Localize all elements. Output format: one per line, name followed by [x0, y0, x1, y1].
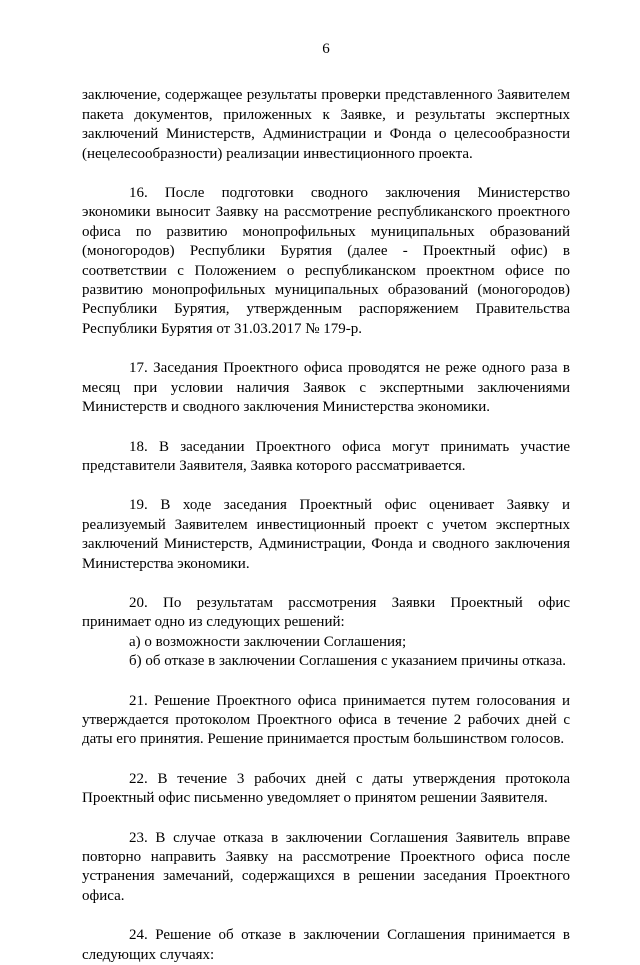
- list-item-b: б) об отказе в заключении Соглашения с указанием причины отказа.: [129, 653, 567, 670]
- list-item-a: а) о возможности заключении Соглашения;: [129, 633, 407, 650]
- paragraph-23: 23. В случае отказа в заключении Соглашения Заявитель вправе повторно направить Заявку на рассмотрение Проектного офиса после устранения замечаний, содержащихся в решении заседания Проектного офиса.: [82, 829, 570, 904]
- paragraph-21: 21. Решение Проектного офиса принимается путем голосования и утверждается протоколом Проектного офиса в течение 2 рабочих дней с даты его принятия. Решение принимается простым большинством голосов.: [82, 692, 570, 748]
- page-number: 6: [322, 41, 330, 57]
- paragraph-continuation: заключение, содержащее результаты проверки представленного Заявителем пакета документов, приложенных к Заявке, и результаты экспертных заключений Министерств, Администрации и Фонда о целесообразности (нецелесообразности) реализации инвестиционного проекта.: [82, 87, 570, 162]
- paragraph-18: 18. В заседании Проектного офиса могут принимать участие представители Заявителя, Заявка которого рассматривается.: [82, 438, 570, 474]
- paragraph-16: 16. После подготовки сводного заключения Министерство экономики выносит Заявку на рассмотрение республиканского проектного офиса по развитию монопрофильных муниципальных образований (моногородов) Республики Бурятия (далее - Проектный офис) в соответствии с Положением о республиканском проектном офисе по развитию монопрофильных муниципальных образований (моногородов) Республики Бурятия, утвержденным распоряжением Правительства Республики Бурятия от 31.03.2017 № 179-р.: [82, 185, 570, 337]
- paragraph-17: 17. Заседания Проектного офиса проводятся не реже одного раза в месяц при условии наличия Заявок с экспертными заключениями Министерств и сводного заключения Министерства экономики.: [82, 360, 570, 416]
- paragraph-20: 20. По результатам рассмотрения Заявки Проектный офис принимает одно из следующих решений:: [82, 594, 570, 631]
- paragraph-22: 22. В течение 3 рабочих дней с даты утверждения протокола Проектный офис письменно уведомляет о принятом решении Заявителя.: [82, 770, 570, 807]
- paragraph-19: 19. В ходе заседания Проектный офис оценивает Заявку и реализуемый Заявителем инвестиционный проект с учетом экспертных заключений Министерств, Администрации, Фонда и сводного заключения Министерства экономики.: [82, 497, 570, 572]
- paragraph-24: 24. Решение об отказе в заключении Соглашения принимается в следующих случаях:: [82, 927, 570, 963]
